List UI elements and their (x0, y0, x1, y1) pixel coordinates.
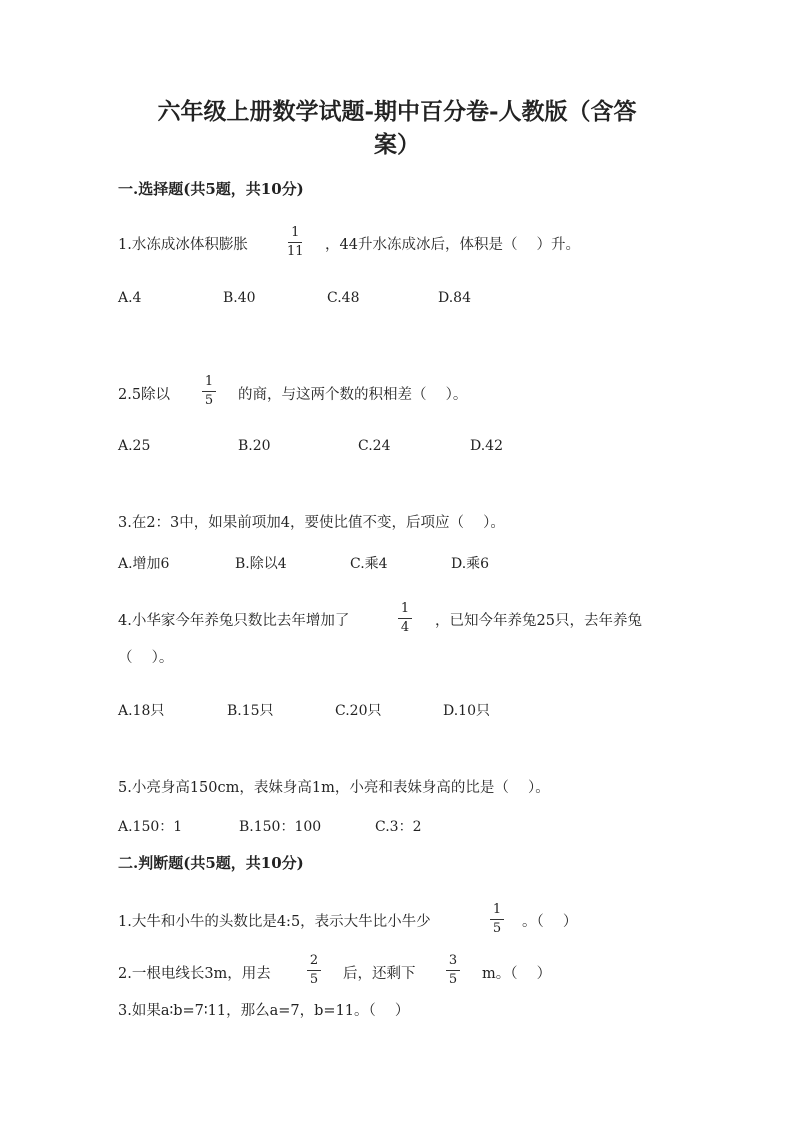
question-3-text: 3.在2：3中，如果前项加4，要使比值不变，后项应（ ）。 (118, 515, 505, 531)
question-4-text-post: ，已知今年养兔25只，去年养兔 (435, 613, 642, 629)
question-3-option-a: A.增加6 (118, 556, 170, 572)
fraction-denominator: 11 (287, 244, 304, 259)
judgment-1-text-post: 。（ ） (522, 914, 578, 930)
question-4-option-c: C.20只 (335, 703, 382, 719)
judgment-1-fraction (490, 902, 504, 936)
question-4-text-line2: （ ）。 (118, 650, 174, 666)
question-4-option-a: A.18只 (118, 703, 165, 719)
question-2-fraction (202, 374, 216, 408)
question-4-text-pre: 4.小华家今年养兔只数比去年增加了 (118, 613, 350, 629)
fraction-numerator: 1 (291, 225, 300, 240)
fraction-denominator: 5 (448, 972, 458, 987)
page-title-line2: 案） (374, 131, 420, 158)
fraction-bar (288, 242, 302, 243)
fraction-denominator: 5 (492, 921, 502, 936)
question-2-option-c: C.24 (358, 438, 391, 454)
judgment-2-fraction-2 (446, 953, 460, 987)
question-3-option-b: B.除以4 (235, 556, 287, 572)
fraction-bar (202, 391, 216, 392)
question-5-option-c: C.3：2 (375, 819, 422, 835)
question-2-option-b: B.20 (238, 438, 271, 454)
question-1-option-d: D.84 (438, 290, 471, 306)
fraction-numerator: 1 (204, 374, 214, 389)
question-1-text-pre: 1.水冻成冰体积膨胀 (118, 237, 248, 253)
fraction-denominator: 5 (204, 393, 214, 408)
question-1-option-b: B.40 (223, 290, 256, 306)
judgment-2-text-mid: 后，还剩下 (343, 966, 416, 982)
question-5-option-b: B.150：100 (239, 819, 322, 835)
judgment-3-text: 3.如果a∶b=7∶11，那么a=7，b=11。（ ） (118, 1003, 410, 1019)
question-4-option-b: B.15只 (227, 703, 274, 719)
judgment-1-text-pre: 1.大牛和小牛的头数比是4:5，表示大牛比小牛少 (118, 914, 431, 930)
judgment-2-fraction-1 (307, 953, 321, 987)
fraction-numerator: 3 (448, 953, 458, 968)
question-2-text-pre: 2.5除以 (118, 387, 171, 403)
question-3-option-c: C.乘4 (350, 556, 388, 572)
judgment-2-text-pre: 2.一根电线长3m，用去 (118, 966, 271, 982)
fraction-numerator: 1 (400, 601, 410, 616)
fraction-bar (307, 970, 321, 971)
question-3-option-d: D.乘6 (451, 556, 490, 572)
question-4-fraction (398, 601, 412, 635)
question-5-option-a: A.150：1 (118, 819, 183, 835)
fraction-denominator: 5 (309, 972, 319, 987)
fraction-numerator: 2 (309, 953, 319, 968)
judgment-2-text-post: m。（ ） (482, 966, 552, 982)
page-title-line1: 六年级上册数学试题-期中百分卷-人教版（含答 (157, 98, 637, 125)
question-5-text: 5.小亮身高150cm，表妹身高1m，小亮和表妹身高的比是（ ）。 (118, 780, 550, 796)
fraction-bar (490, 919, 504, 920)
question-2-option-d: D.42 (470, 438, 503, 454)
fraction-bar (446, 970, 460, 971)
fraction-bar (398, 618, 412, 619)
fraction-numerator: 1 (492, 902, 502, 917)
section-heading-judgment: 二.判断题(共5题，共10分) (118, 854, 304, 872)
fraction-denominator: 4 (400, 620, 410, 635)
question-1-fraction (287, 225, 304, 259)
question-2-text-post: 的商，与这两个数的积相差（ ）。 (238, 387, 468, 403)
question-4-option-d: D.10只 (443, 703, 490, 719)
question-1-option-c: C.48 (327, 290, 360, 306)
question-2-option-a: A.25 (118, 438, 151, 454)
question-1-option-a: A.4 (118, 290, 142, 306)
question-1-text-post: ，44升水冻成冰后，体积是（ ）升。 (325, 237, 581, 253)
section-heading-choice: 一.选择题(共5题，共10分) (118, 180, 304, 198)
